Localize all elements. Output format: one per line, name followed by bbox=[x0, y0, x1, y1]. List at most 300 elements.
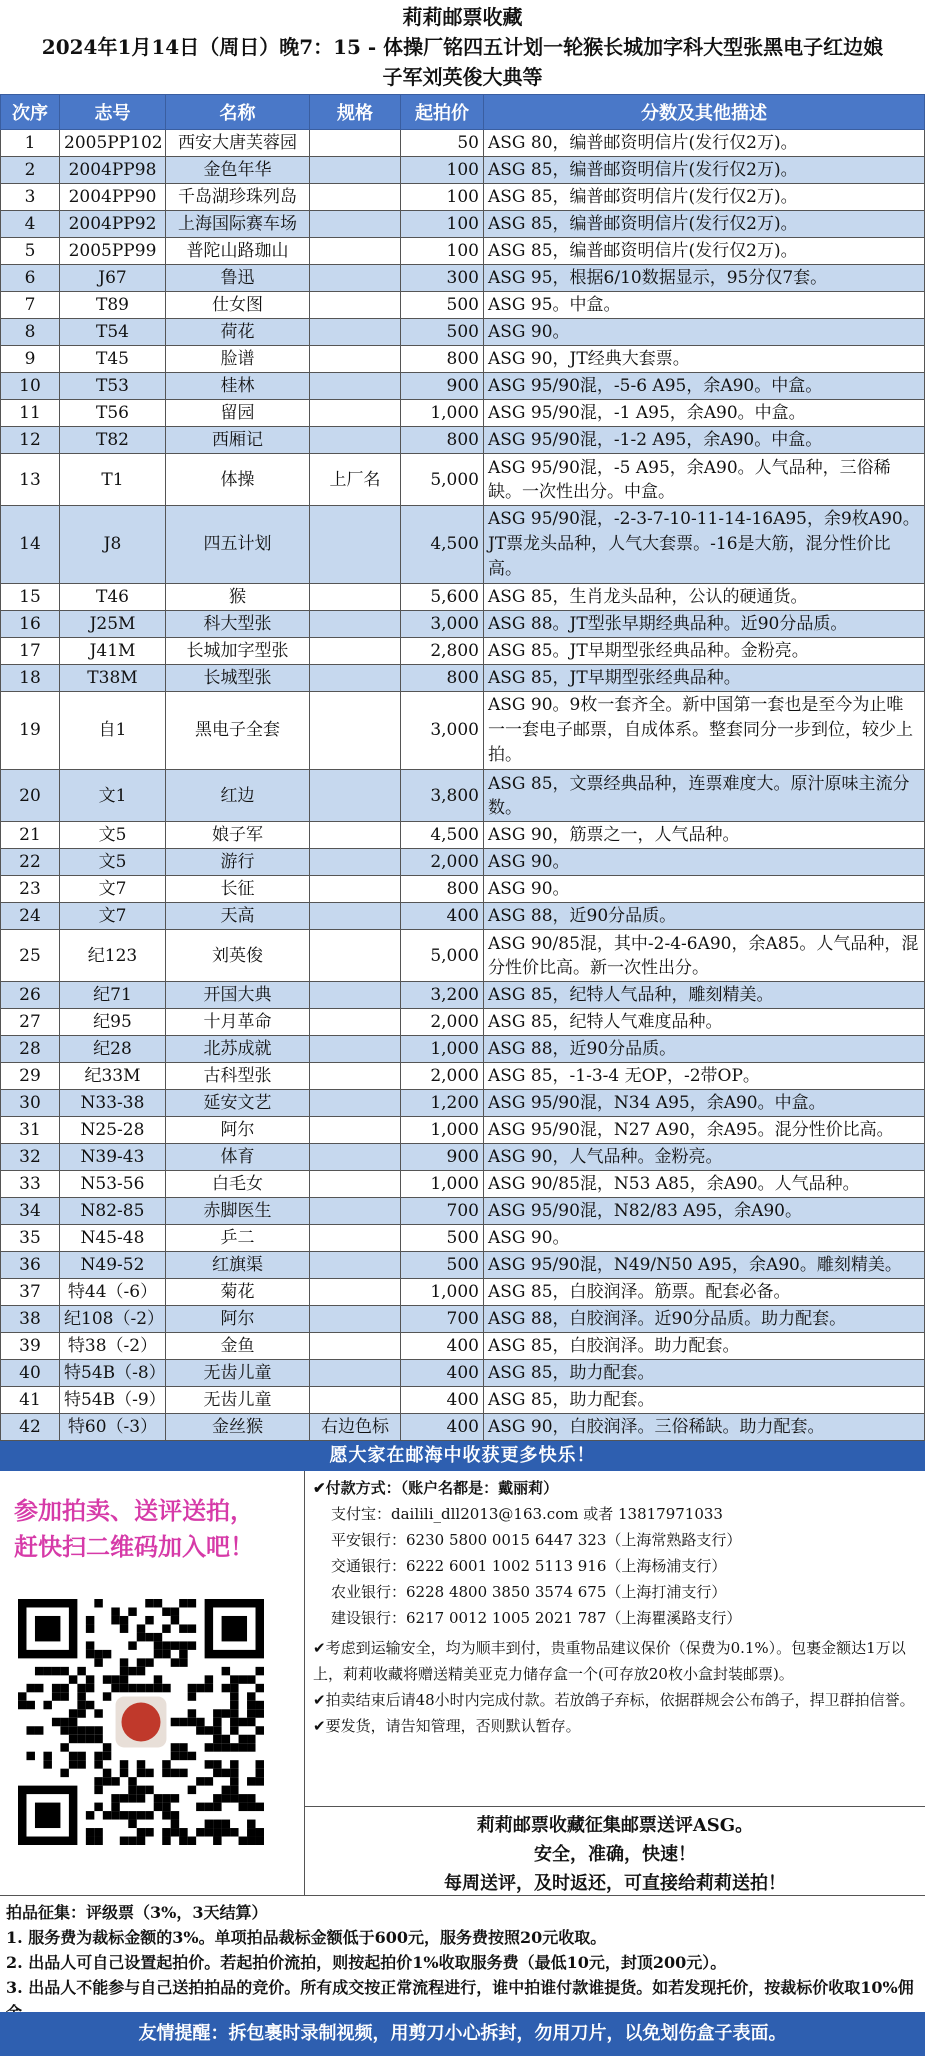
cell-desc: ASG 95/90混，-5-6 A95，余A90。中盒。 bbox=[484, 373, 925, 400]
cell-price: 900 bbox=[401, 373, 484, 400]
cell-spec bbox=[310, 849, 401, 876]
col-header-name: 名称 bbox=[166, 95, 310, 130]
cell-spec bbox=[310, 1117, 401, 1144]
cell-code: 纪123 bbox=[60, 930, 166, 982]
qr-panel bbox=[0, 1471, 305, 1895]
cell-no: 24 bbox=[1, 903, 60, 930]
cell-spec bbox=[310, 1090, 401, 1117]
cell-name: 红边 bbox=[166, 770, 310, 822]
wish-banner: 愿大家在邮海中收获更多快乐！ bbox=[0, 1441, 925, 1471]
cell-spec bbox=[310, 1306, 401, 1333]
cell-no: 40 bbox=[1, 1360, 60, 1387]
cell-no: 8 bbox=[1, 319, 60, 346]
cell-code: 文5 bbox=[60, 822, 166, 849]
cell-spec bbox=[310, 130, 401, 157]
cell-desc: ASG 80，编普邮资明信片(发行仅2万)。 bbox=[484, 130, 925, 157]
cell-name: 刘英俊 bbox=[166, 930, 310, 982]
cell-no: 17 bbox=[1, 638, 60, 665]
eval-line-1: 莉莉邮票收藏征集邮票送评ASG。 bbox=[476, 1815, 754, 1836]
cell-price: 400 bbox=[401, 1333, 484, 1360]
cell-price: 4,500 bbox=[401, 822, 484, 849]
cell-code: 特54B（-9） bbox=[60, 1387, 166, 1414]
cell-spec bbox=[310, 665, 401, 692]
cell-name: 游行 bbox=[166, 849, 310, 876]
cell-name: 体操 bbox=[166, 454, 310, 506]
cell-no: 10 bbox=[1, 373, 60, 400]
cell-name: 长征 bbox=[166, 876, 310, 903]
cell-name: 上海国际赛车场 bbox=[166, 211, 310, 238]
cell-no: 34 bbox=[1, 1198, 60, 1225]
cell-price: 500 bbox=[401, 1252, 484, 1279]
cell-no: 16 bbox=[1, 611, 60, 638]
cell-spec bbox=[310, 1252, 401, 1279]
cell-desc: ASG 90/85混，N53 A85，余A90。人气品种。 bbox=[484, 1171, 925, 1198]
alipay-account: 支付宝：dailili_dll2013@163.com 或者 13817971033 bbox=[331, 1505, 723, 1523]
cell-name: 鲁迅 bbox=[166, 265, 310, 292]
cell-price: 800 bbox=[401, 346, 484, 373]
cell-no: 4 bbox=[1, 211, 60, 238]
cell-code: 2004PP92 bbox=[60, 211, 166, 238]
cell-name: 脸谱 bbox=[166, 346, 310, 373]
cell-price: 3,000 bbox=[401, 692, 484, 770]
table-row bbox=[1, 1387, 925, 1414]
cell-desc: ASG 90。9枚一套齐全。新中国第一套也是至今为止唯一一套电子邮票，自成体系。整套同分一步到位，较少上拍。 bbox=[484, 692, 925, 770]
cell-spec bbox=[310, 611, 401, 638]
cell-spec bbox=[310, 770, 401, 822]
table-row bbox=[1, 876, 925, 903]
cell-price: 3,000 bbox=[401, 611, 484, 638]
cell-name: 千岛湖珍珠列岛 bbox=[166, 184, 310, 211]
cell-spec bbox=[310, 346, 401, 373]
table-row bbox=[1, 292, 925, 319]
table-row bbox=[1, 1225, 925, 1252]
cell-no: 32 bbox=[1, 1144, 60, 1171]
cell-price: 4,500 bbox=[401, 506, 484, 584]
cell-price: 3,800 bbox=[401, 770, 484, 822]
cell-no: 26 bbox=[1, 982, 60, 1009]
cell-desc: ASG 88，近90分品质。 bbox=[484, 1036, 925, 1063]
cell-desc: ASG 95/90混，-2-3-7-10-11-14-16A95，余9枚A90。JT票龙头品种，人气大套票。-16是大筋，混分性价比高。 bbox=[484, 506, 925, 584]
cell-no: 29 bbox=[1, 1063, 60, 1090]
table-row bbox=[1, 1306, 925, 1333]
cell-spec bbox=[310, 930, 401, 982]
cell-price: 100 bbox=[401, 238, 484, 265]
cell-price: 3,200 bbox=[401, 982, 484, 1009]
cell-desc: ASG 88，近90分品质。 bbox=[484, 903, 925, 930]
cell-price: 1,000 bbox=[401, 1036, 484, 1063]
cell-code: 特54B（-8） bbox=[60, 1360, 166, 1387]
footer-reminder: 友情提醒：拆包裹时录制视频，用剪刀小心拆封，勿用刀片，以免划伤盒子表面。 bbox=[0, 2012, 925, 2056]
cell-price: 1,200 bbox=[401, 1090, 484, 1117]
cell-name: 阿尔 bbox=[166, 1306, 310, 1333]
bank-account-3: 农业银行：6228 4800 3850 3574 675（上海打浦支行） bbox=[331, 1583, 727, 1601]
rule-2: 2. 出品人可自己设置起拍价。若起拍价流拍，则按起拍价1%收取服务费（最低10元，封顶200元）。 bbox=[6, 1953, 727, 1972]
cell-desc: ASG 88。JT型张早期经典品种。近90分品质。 bbox=[484, 611, 925, 638]
cell-name: 十月革命 bbox=[166, 1009, 310, 1036]
cell-spec bbox=[310, 157, 401, 184]
table-row bbox=[1, 982, 925, 1009]
cell-no: 18 bbox=[1, 665, 60, 692]
table-row bbox=[1, 1009, 925, 1036]
right-panel bbox=[305, 1471, 925, 1895]
cell-name: 西安大唐芙蓉园 bbox=[166, 130, 310, 157]
cell-name: 乒二 bbox=[166, 1225, 310, 1252]
cell-no: 25 bbox=[1, 930, 60, 982]
cell-price: 100 bbox=[401, 184, 484, 211]
cell-name: 猴 bbox=[166, 584, 310, 611]
table-row bbox=[1, 849, 925, 876]
cell-desc: ASG 90/85混，其中-2-4-6A90，余A85。人气品种，混分性价比高。新一次性出分。 bbox=[484, 930, 925, 982]
cell-price: 2,000 bbox=[401, 1063, 484, 1090]
cell-no: 33 bbox=[1, 1171, 60, 1198]
cell-spec bbox=[310, 1360, 401, 1387]
shipping-note: ✔考虑到运输安全，均为顺丰到付，贵重物品建议保价（保费为0.1%）。包裹金额达1万以上，莉莉收藏将赠送精美亚克力储存盒一个(可存放20枚小盒封装邮票)。 bbox=[313, 1639, 906, 1683]
cell-price: 5,600 bbox=[401, 584, 484, 611]
payment-heading: ✔付款方式：（账户名都是：戴丽莉） bbox=[313, 1479, 559, 1497]
payment-info bbox=[305, 1471, 925, 1807]
cell-spec bbox=[310, 265, 401, 292]
cell-spec bbox=[310, 982, 401, 1009]
table-row bbox=[1, 638, 925, 665]
cell-price: 400 bbox=[401, 1414, 484, 1441]
table-row bbox=[1, 1252, 925, 1279]
table-row bbox=[1, 1063, 925, 1090]
cell-desc: ASG 90。 bbox=[484, 319, 925, 346]
cell-no: 21 bbox=[1, 822, 60, 849]
cell-price: 400 bbox=[401, 1360, 484, 1387]
cell-name: 荷花 bbox=[166, 319, 310, 346]
cell-desc: ASG 95/90混，N82/83 A95，余A90。 bbox=[484, 1198, 925, 1225]
cell-code: 特38（-2） bbox=[60, 1333, 166, 1360]
table-row bbox=[1, 1171, 925, 1198]
cell-price: 500 bbox=[401, 292, 484, 319]
cell-no: 31 bbox=[1, 1117, 60, 1144]
cell-name: 无齿儿童 bbox=[166, 1360, 310, 1387]
table-row bbox=[1, 1117, 925, 1144]
cell-name: 开国大典 bbox=[166, 982, 310, 1009]
cell-desc: ASG 85，助力配套。 bbox=[484, 1360, 925, 1387]
cell-code: N49-52 bbox=[60, 1252, 166, 1279]
cell-spec bbox=[310, 1387, 401, 1414]
cell-code: 纪28 bbox=[60, 1036, 166, 1063]
bank-account-2: 交通银行：6222 6001 1002 5113 916（上海杨浦支行） bbox=[331, 1557, 727, 1575]
cell-code: 纪71 bbox=[60, 982, 166, 1009]
cell-no: 11 bbox=[1, 400, 60, 427]
table-row bbox=[1, 265, 925, 292]
table-row bbox=[1, 584, 925, 611]
cell-price: 5,000 bbox=[401, 930, 484, 982]
col-header-spec: 规格 bbox=[310, 95, 401, 130]
cell-desc: ASG 85，编普邮资明信片(发行仅2万)。 bbox=[484, 157, 925, 184]
table-row bbox=[1, 157, 925, 184]
cell-code: T1 bbox=[60, 454, 166, 506]
cell-desc: ASG 85，白胶润泽。筋票。配套必备。 bbox=[484, 1279, 925, 1306]
cell-code: 纪108（-2） bbox=[60, 1306, 166, 1333]
consignment-rules bbox=[0, 1896, 925, 2030]
cell-desc: ASG 85，编普邮资明信片(发行仅2万)。 bbox=[484, 238, 925, 265]
cell-spec bbox=[310, 1225, 401, 1252]
cell-code: 特60（-3） bbox=[60, 1414, 166, 1441]
cell-name: 金鱼 bbox=[166, 1333, 310, 1360]
cell-price: 2,000 bbox=[401, 849, 484, 876]
table-row bbox=[1, 1279, 925, 1306]
promo-text bbox=[0, 1471, 304, 1565]
cell-desc: ASG 88，白胶润泽。近90分品质。助力配套。 bbox=[484, 1306, 925, 1333]
cell-no: 35 bbox=[1, 1225, 60, 1252]
cell-desc: ASG 85，纪特人气难度品种。 bbox=[484, 1009, 925, 1036]
col-header-desc: 分数及其他描述 bbox=[484, 95, 925, 130]
page-title bbox=[0, 0, 925, 94]
cell-no: 12 bbox=[1, 427, 60, 454]
cell-name: 白毛女 bbox=[166, 1171, 310, 1198]
cell-price: 700 bbox=[401, 1198, 484, 1225]
promo-line-2: 赶快扫二维码加入吧！ bbox=[14, 1532, 254, 1561]
cell-desc: ASG 95/90混，-5 A95，余A90。人气品种，三俗稀缺。一次性出分。中盒。 bbox=[484, 454, 925, 506]
cell-code: T54 bbox=[60, 319, 166, 346]
cell-name: 留园 bbox=[166, 400, 310, 427]
eval-line-2: 安全，准确，快速！ bbox=[534, 1844, 696, 1865]
table-row bbox=[1, 238, 925, 265]
cell-spec bbox=[310, 292, 401, 319]
cell-name: 北苏成就 bbox=[166, 1036, 310, 1063]
cell-no: 6 bbox=[1, 265, 60, 292]
cell-desc: ASG 85，-1-3-4 无OP，-2带OP。 bbox=[484, 1063, 925, 1090]
table-row bbox=[1, 130, 925, 157]
cell-code: T56 bbox=[60, 400, 166, 427]
table-row bbox=[1, 373, 925, 400]
cell-code: N33-38 bbox=[60, 1090, 166, 1117]
cell-spec bbox=[310, 1171, 401, 1198]
table-row bbox=[1, 1198, 925, 1225]
cell-code: 特44（-6） bbox=[60, 1279, 166, 1306]
cell-no: 15 bbox=[1, 584, 60, 611]
cell-code: T46 bbox=[60, 584, 166, 611]
cell-no: 9 bbox=[1, 346, 60, 373]
cell-desc: ASG 85，编普邮资明信片(发行仅2万)。 bbox=[484, 184, 925, 211]
table-row bbox=[1, 506, 925, 584]
cell-desc: ASG 85，助力配套。 bbox=[484, 1387, 925, 1414]
col-header-no: 次序 bbox=[1, 95, 60, 130]
cell-name: 金丝猴 bbox=[166, 1414, 310, 1441]
cell-spec bbox=[310, 184, 401, 211]
cell-spec bbox=[310, 1144, 401, 1171]
bank-account-4: 建设银行：6217 0012 1005 2021 787（上海瞿溪路支行） bbox=[331, 1609, 742, 1627]
cell-spec bbox=[310, 1198, 401, 1225]
cell-desc: ASG 85，纪特人气品种，雕刻精美。 bbox=[484, 982, 925, 1009]
cell-desc: ASG 90，筋票之一，人气品种。 bbox=[484, 822, 925, 849]
eval-line-3: 每周送评，及时返还，可直接给莉莉送拍！ bbox=[444, 1873, 786, 1894]
table-row bbox=[1, 930, 925, 982]
table-row bbox=[1, 454, 925, 506]
cell-spec bbox=[310, 1279, 401, 1306]
cell-spec bbox=[310, 427, 401, 454]
cell-no: 20 bbox=[1, 770, 60, 822]
cell-name: 古科型张 bbox=[166, 1063, 310, 1090]
cell-no: 38 bbox=[1, 1306, 60, 1333]
table-row bbox=[1, 770, 925, 822]
cell-spec bbox=[310, 319, 401, 346]
cell-name: 延安文艺 bbox=[166, 1090, 310, 1117]
cell-no: 13 bbox=[1, 454, 60, 506]
cell-spec bbox=[310, 692, 401, 770]
cell-no: 1 bbox=[1, 130, 60, 157]
table-row bbox=[1, 665, 925, 692]
cell-price: 700 bbox=[401, 1306, 484, 1333]
table-row bbox=[1, 611, 925, 638]
cell-name: 仕女图 bbox=[166, 292, 310, 319]
cell-desc: ASG 90，人气品种。金粉亮。 bbox=[484, 1144, 925, 1171]
rule-3: 3. 出品人不能参与自己送拍拍品的竞价。所有成交按正常流程进行，谁中拍谁付款谁提货。如若发现托价，按裁标价收取10%佣 bbox=[6, 1978, 914, 1997]
cell-price: 500 bbox=[401, 1225, 484, 1252]
cell-code: 文7 bbox=[60, 876, 166, 903]
cell-desc: ASG 85，生肖龙头品种，公认的硬通货。 bbox=[484, 584, 925, 611]
cell-no: 7 bbox=[1, 292, 60, 319]
table-row bbox=[1, 1360, 925, 1387]
cell-name: 长城加字型张 bbox=[166, 638, 310, 665]
cell-price: 900 bbox=[401, 1144, 484, 1171]
table-row bbox=[1, 1144, 925, 1171]
cell-price: 1,000 bbox=[401, 400, 484, 427]
table-body bbox=[1, 130, 925, 1441]
cell-name: 西厢记 bbox=[166, 427, 310, 454]
cell-desc: ASG 90。 bbox=[484, 876, 925, 903]
table-row bbox=[1, 211, 925, 238]
cell-code: T38M bbox=[60, 665, 166, 692]
cell-no: 30 bbox=[1, 1090, 60, 1117]
asg-eval-box bbox=[305, 1807, 925, 1898]
cell-price: 100 bbox=[401, 157, 484, 184]
table-row bbox=[1, 822, 925, 849]
cell-no: 37 bbox=[1, 1279, 60, 1306]
cell-code: N25-28 bbox=[60, 1117, 166, 1144]
cell-spec bbox=[310, 822, 401, 849]
cell-price: 1,000 bbox=[401, 1117, 484, 1144]
cell-desc: ASG 85，JT早期型张经典品种。 bbox=[484, 665, 925, 692]
cell-desc: ASG 85。JT早期型张经典品种。金粉亮。 bbox=[484, 638, 925, 665]
table-row bbox=[1, 1414, 925, 1441]
cell-price: 500 bbox=[401, 319, 484, 346]
cell-no: 22 bbox=[1, 849, 60, 876]
cell-price: 400 bbox=[401, 903, 484, 930]
cell-name: 科大型张 bbox=[166, 611, 310, 638]
cell-spec bbox=[310, 1036, 401, 1063]
cell-code: 纪95 bbox=[60, 1009, 166, 1036]
delivery-note: ✔要发货，请告知管理，否则默认暂存。 bbox=[313, 1717, 581, 1735]
cell-name: 红旗渠 bbox=[166, 1252, 310, 1279]
cell-price: 800 bbox=[401, 427, 484, 454]
cell-code: 2004PP98 bbox=[60, 157, 166, 184]
cell-desc: ASG 95。中盒。 bbox=[484, 292, 925, 319]
cell-no: 42 bbox=[1, 1414, 60, 1441]
cell-code: 文5 bbox=[60, 849, 166, 876]
cell-no: 36 bbox=[1, 1252, 60, 1279]
table-row bbox=[1, 1036, 925, 1063]
cell-code: 文1 bbox=[60, 770, 166, 822]
table-row bbox=[1, 1333, 925, 1360]
table-row bbox=[1, 400, 925, 427]
cell-no: 2 bbox=[1, 157, 60, 184]
cell-price: 800 bbox=[401, 665, 484, 692]
cell-spec bbox=[310, 211, 401, 238]
col-header-code: 志号 bbox=[60, 95, 166, 130]
cell-name: 体育 bbox=[166, 1144, 310, 1171]
cell-desc: ASG 95/90混，N34 A95，余A90。中盒。 bbox=[484, 1090, 925, 1117]
title-line-1: 莉莉邮票收藏 bbox=[402, 5, 523, 29]
table-row bbox=[1, 692, 925, 770]
cell-name: 四五计划 bbox=[166, 506, 310, 584]
cell-price: 1,000 bbox=[401, 1279, 484, 1306]
cell-price: 50 bbox=[401, 130, 484, 157]
cell-spec: 右边色标 bbox=[310, 1414, 401, 1441]
cell-name: 赤脚医生 bbox=[166, 1198, 310, 1225]
rule-1: 1. 服务费为裁标金额的3%。单项拍品裁标金额低于600元，服务费按照20元收取。 bbox=[6, 1928, 607, 1947]
cell-price: 1,000 bbox=[401, 1171, 484, 1198]
table-row bbox=[1, 346, 925, 373]
cell-no: 14 bbox=[1, 506, 60, 584]
cell-name: 无齿儿童 bbox=[166, 1387, 310, 1414]
cell-spec bbox=[310, 506, 401, 584]
table-row bbox=[1, 427, 925, 454]
cell-spec bbox=[310, 638, 401, 665]
cell-name: 天高 bbox=[166, 903, 310, 930]
cell-desc: ASG 95/90混，-1 A95，余A90。中盒。 bbox=[484, 400, 925, 427]
cell-no: 19 bbox=[1, 692, 60, 770]
cell-code: N53-56 bbox=[60, 1171, 166, 1198]
cell-name: 长城型张 bbox=[166, 665, 310, 692]
table-row bbox=[1, 319, 925, 346]
cell-code: J25M bbox=[60, 611, 166, 638]
cell-spec: 上厂名 bbox=[310, 454, 401, 506]
cell-desc: ASG 95，根据6/10数据显示，95分仅7套。 bbox=[484, 265, 925, 292]
cell-code: 2004PP90 bbox=[60, 184, 166, 211]
cell-code: N39-43 bbox=[60, 1144, 166, 1171]
cell-spec bbox=[310, 876, 401, 903]
cell-code: 2005PP99 bbox=[60, 238, 166, 265]
cell-spec bbox=[310, 238, 401, 265]
cell-desc: ASG 85，白胶润泽。助力配套。 bbox=[484, 1333, 925, 1360]
cell-price: 100 bbox=[401, 211, 484, 238]
cell-name: 桂林 bbox=[166, 373, 310, 400]
cell-price: 400 bbox=[401, 1387, 484, 1414]
cell-code: T89 bbox=[60, 292, 166, 319]
cell-code: 文7 bbox=[60, 903, 166, 930]
cell-desc: ASG 90，白胶润泽。三俗稀缺。助力配套。 bbox=[484, 1414, 925, 1441]
cell-code: T82 bbox=[60, 427, 166, 454]
cell-desc: ASG 95/90混，N49/N50 A95，余A90。雕刻精美。 bbox=[484, 1252, 925, 1279]
payment-deadline-note: ✔拍卖结束后请48小时内完成付款。若放鸽子弃标，依据群规会公布鸽子，捍卫群拍信誉。 bbox=[313, 1691, 915, 1709]
rules-heading: 拍品征集：评级票（3%，3天结算） bbox=[6, 1903, 268, 1922]
cell-price: 5,000 bbox=[401, 454, 484, 506]
cell-price: 2,800 bbox=[401, 638, 484, 665]
cell-code: N45-48 bbox=[60, 1225, 166, 1252]
cell-no: 23 bbox=[1, 876, 60, 903]
cell-price: 2,000 bbox=[401, 1009, 484, 1036]
cell-no: 3 bbox=[1, 184, 60, 211]
cell-desc: ASG 90，JT经典大套票。 bbox=[484, 346, 925, 373]
bank-account-1: 平安银行：6230 5800 0015 6447 323（上海常熟路支行） bbox=[331, 1531, 742, 1549]
cell-no: 41 bbox=[1, 1387, 60, 1414]
cell-price: 300 bbox=[401, 265, 484, 292]
cell-spec bbox=[310, 373, 401, 400]
cell-code: J41M bbox=[60, 638, 166, 665]
cell-spec bbox=[310, 1009, 401, 1036]
table-row bbox=[1, 903, 925, 930]
cell-code: N82-85 bbox=[60, 1198, 166, 1225]
info-section bbox=[0, 1471, 925, 1896]
cell-no: 39 bbox=[1, 1333, 60, 1360]
table-row bbox=[1, 184, 925, 211]
promo-line-1: 参加拍卖、送评送拍， bbox=[14, 1496, 254, 1525]
